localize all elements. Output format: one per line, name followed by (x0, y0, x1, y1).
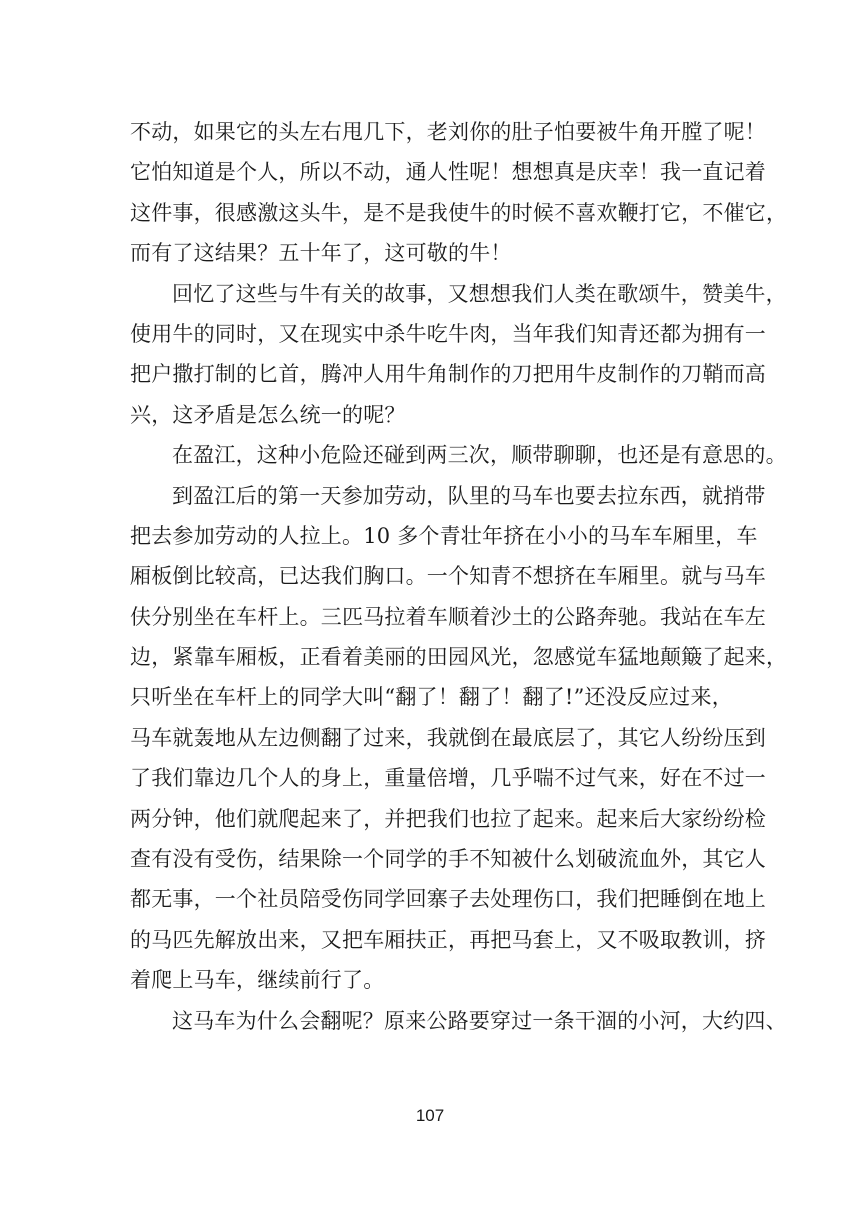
text-line: 使用牛的同时，又在现实中杀牛吃牛肉，当年我们知青还都为拥有一 (130, 321, 766, 346)
text-line: 兴，这矛盾是怎么统一的呢？ (130, 402, 406, 427)
text-line: 这马车为什么会翻呢？原来公路要穿过一条干涸的小河，大约四、 (172, 1008, 787, 1033)
text-line: 两分钟，他们就爬起来了，并把我们也拉了起来。起来后大家纷纷检 (130, 806, 766, 831)
text-line: 了我们靠边几个人的身上，重量倍增，几乎喘不过气来，好在不过一 (130, 766, 766, 791)
text-line: 着爬上马车，继续前行了。 (130, 968, 385, 993)
text-line: 马车就轰地从左边侧翻了过来，我就倒在最底层了，其它人纷纷压到 (130, 725, 766, 750)
text-line: 这件事，很感激这头牛，是不是我使牛的时候不喜欢鞭打它，不催它， (130, 200, 788, 225)
text-line: 只听坐在车杆上的同学大叫“翻了！翻了！翻了!”还没反应过来， (130, 685, 733, 710)
text-line: 查有没有受伤，结果除一个同学的手不知被什么划破流血外，其它人 (130, 847, 766, 872)
text-line: 都无事，一个社员陪受伤同学回寨子去处理伤口，我们把睡倒在地上 (130, 887, 766, 912)
text-line: 在盈江，这种小危险还碰到两三次，顺带聊聊，也还是有意思的。 (172, 443, 787, 468)
text-line: 回忆了这些与牛有关的故事，又想想我们人类在歌颂牛，赞美牛， (172, 281, 787, 306)
text-line: 伕分别坐在车杆上。三匹马拉着车顺着沙土的公路奔驰。我站在车左 (130, 604, 766, 629)
text-line: 到盈江后的第一天参加劳动，队里的马车也要去拉东西，就捎带 (172, 483, 766, 508)
text-line: 把户撒打制的匕首，腾冲人用牛角制作的刀把用牛皮制作的刀鞘而高 (130, 362, 766, 387)
body-text (130, 112, 788, 1041)
text-line: 边，紧靠车厢板，正看着美丽的田园风光，忽感觉车猛地颠簸了起来， (130, 645, 788, 670)
text-line: 它怕知道是个人，所以不动，通人性呢！想想真是庆幸！我一直记着 (130, 160, 766, 185)
text-line: 的马匹先解放出来，又把车厢扶正，再把马套上，又不吸取教训，挤 (130, 927, 766, 952)
text-line: 而有了这结果？五十年了，这可敬的牛！ (130, 241, 512, 266)
text-line: 把去参加劳动的人拉上。10 多个青壮年挤在小小的马车车厢里，车 (130, 523, 758, 548)
page-number: 107 (415, 1106, 445, 1125)
text-line: 厢板倒比较高，已达我们胸口。一个知青不想挤在车厢里。就与马车 (130, 564, 766, 589)
text-line: 不动，如果它的头左右甩几下，老刘你的肚子怕要被牛角开膛了呢！ (130, 120, 766, 144)
